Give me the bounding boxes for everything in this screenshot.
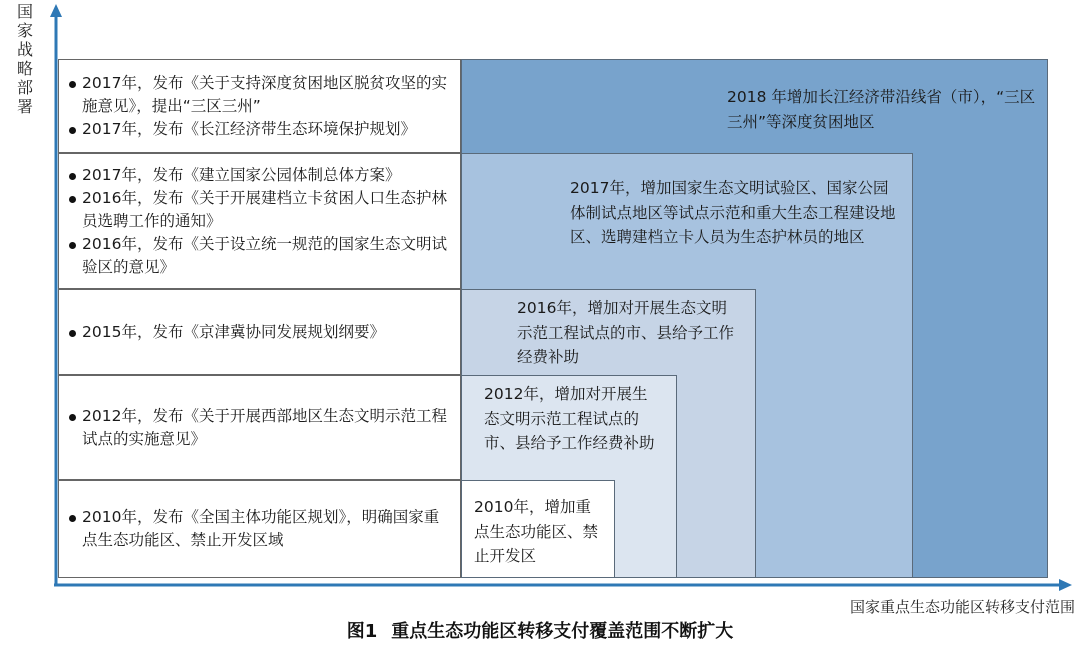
policy-item: 2010年，发布《全国主体功能区规划》，明确国家重点生态功能区、禁止开发区域 bbox=[69, 506, 452, 552]
coverage-text-2018: 2018 年增加长江经济带沿线省（市），“三区三州”等深度贫困地区 bbox=[727, 88, 1036, 131]
policy-row-2016-2017 bbox=[58, 153, 461, 289]
policy-item: 2015年，发布《京津冀协同发展规划纲要》 bbox=[69, 321, 452, 344]
figure-number: 图1 bbox=[346, 621, 378, 642]
x-axis-arrow-icon bbox=[1059, 579, 1072, 591]
figure-title: 重点生态功能区转移支付覆盖范围不断扩大 bbox=[391, 621, 734, 642]
y-axis-label: 国家战略部署 bbox=[16, 2, 33, 116]
policy-row-2015 bbox=[58, 289, 461, 375]
coverage-text-2010: 2010年，增加重点生态功能区、禁止开发区 bbox=[474, 498, 599, 565]
policy-item: 2016年，发布《关于设立统一规范的国家生态文明试验区的意见》 bbox=[69, 233, 452, 279]
policy-row-2010 bbox=[58, 480, 461, 578]
policy-row-2017-2018 bbox=[58, 59, 461, 153]
policy-item: 2017年，发布《关于支持深度贫困地区脱贫攻坚的实施意见》，提出“三区三州” bbox=[69, 72, 452, 118]
figure-caption bbox=[0, 617, 1080, 643]
coverage-text-2012: 2012年，增加对开展生态文明示范工程试点的市、县给予工作经费补助 bbox=[484, 385, 655, 452]
policy-item: 2017年，发布《建立国家公园体制总体方案》 bbox=[69, 164, 452, 187]
coverage-text-2016: 2016年，增加对开展生态文明示范工程试点的市、县给予工作经费补助 bbox=[517, 299, 735, 366]
x-axis-label: 国家重点生态功能区转移支付范围 bbox=[849, 598, 1075, 616]
policy-item: 2017年，发布《长江经济带生态环境保护规划》 bbox=[69, 118, 452, 141]
policy-row-2012 bbox=[58, 375, 461, 480]
coverage-box-2010 bbox=[461, 480, 615, 578]
coverage-text-2017: 2017年，增加国家生态文明试验区、国家公园体制试点地区等试点示范和重大生态工程建设地区、选聘建档立卡人员为生态护林员的地区 bbox=[570, 179, 896, 246]
policy-item: 2016年，发布《关于开展建档立卡贫困人口生态护林员选聘工作的通知》 bbox=[69, 187, 452, 233]
y-axis-arrow-icon bbox=[50, 4, 62, 17]
policy-item: 2012年，发布《关于开展西部地区生态文明示范工程试点的实施意见》 bbox=[69, 405, 452, 451]
